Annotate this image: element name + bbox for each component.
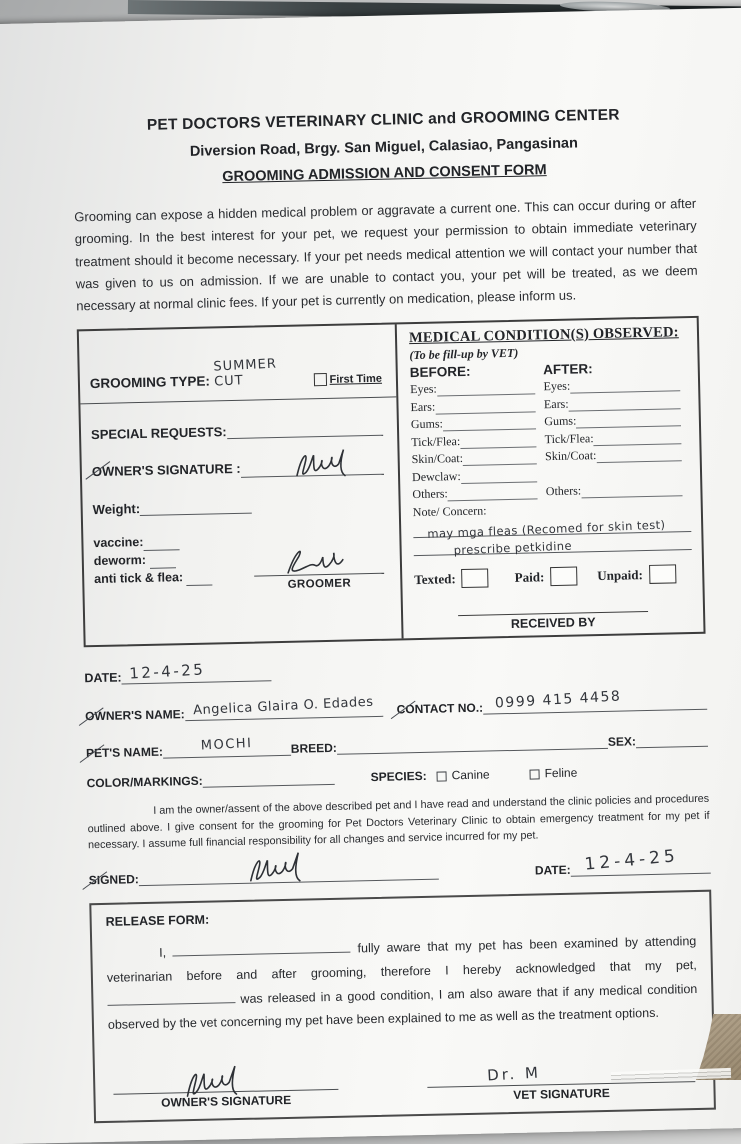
blank-line — [461, 468, 538, 484]
form-title: GROOMING ADMISSION AND CONSENT FORM — [73, 159, 695, 189]
release-form-title: RELEASE FORM: — [106, 902, 696, 929]
pet-breed-sex-row — [86, 727, 708, 761]
before-eyes-label: Eyes: — [410, 382, 437, 398]
owner-name-label-wrap — [85, 707, 185, 723]
special-requests-label: SPECIAL REQUESTS: — [91, 424, 227, 442]
divider-line — [80, 396, 396, 404]
owner-signature-ink — [288, 446, 353, 479]
groomer-label: GROOMER — [254, 577, 384, 592]
unpaid-label: Unpaid: — [597, 567, 643, 584]
pet-name-label: PET'S NAME: — [86, 744, 163, 760]
blank-line — [568, 395, 680, 411]
contact-handwritten: 0999 415 4458 — [495, 688, 622, 711]
weight-label: Weight: — [93, 501, 141, 517]
signed-label: SIGNED: — [89, 872, 139, 887]
pet-name-handwritten: MOCHI — [201, 736, 253, 753]
received-by-block — [403, 610, 703, 634]
release-owner-signature-line — [113, 1063, 339, 1095]
pet-name-label-wrap — [86, 744, 163, 760]
canine-label: Canine — [451, 767, 489, 782]
first-time-label: First Time — [329, 373, 382, 386]
color-species-row — [86, 762, 708, 791]
vaccine-label: vaccine: — [93, 535, 143, 550]
signed-date-row — [88, 849, 710, 888]
sex-field — [636, 732, 708, 749]
color-markings-field — [202, 770, 334, 788]
blank-line — [186, 571, 212, 587]
special-requests-row — [91, 421, 383, 442]
owner-name-handwritten: Angelica Glaira O. Edades — [192, 694, 373, 718]
weight-row — [93, 496, 385, 517]
release-signatures-row — [109, 1055, 700, 1111]
blank-line — [443, 416, 537, 432]
note-concern-label: Note/ Concern: — [413, 499, 691, 520]
before-tickflea-label: Tick/Flea: — [411, 434, 460, 450]
release-owner-signature-ink — [179, 1061, 242, 1102]
release-owner-signature-block — [113, 1063, 339, 1111]
medical-subtitle: (To be fill-up by VET) — [409, 342, 687, 363]
date-label: DATE: — [84, 670, 122, 685]
blank-line — [593, 430, 681, 446]
anti-tick-flea-label: anti tick & flea: — [94, 570, 183, 586]
before-skincoat-label: Skin/Coat: — [412, 451, 464, 467]
release-owner-signature-label: OWNER'S SIGNATURE — [114, 1092, 339, 1111]
groomer-signature-line — [254, 543, 385, 577]
blank-line — [226, 421, 383, 439]
texted-label: Texted: — [414, 571, 456, 588]
release-para-prefix: I, — [159, 946, 166, 960]
medical-section — [397, 318, 704, 638]
after-skincoat-label: Skin/Coat: — [545, 448, 597, 464]
release-name-blank — [173, 940, 351, 957]
owner-contact-row — [85, 689, 707, 724]
breed-field — [337, 734, 608, 755]
note-handwriting-2: prescribe petkidine — [453, 539, 572, 558]
blank-line — [576, 413, 681, 429]
before-others-label: Others: — [412, 487, 448, 503]
consent-date-label: DATE: — [535, 863, 571, 878]
clinic-name: PET DOCTORS VETERINARY CLINIC and GROOMING CENTER — [72, 105, 694, 137]
after-tickflea-label: Tick/Flea: — [545, 431, 594, 447]
medical-title: MEDICAL CONDITION(S) OBSERVED: — [409, 324, 687, 347]
owner-name-label: OWNER'S NAME: — [85, 707, 185, 723]
signed-label-wrap — [89, 872, 139, 887]
blank-line — [460, 433, 537, 449]
first-time-checkbox — [314, 373, 326, 386]
date-row — [84, 651, 706, 686]
blank-line — [448, 486, 538, 502]
consent-date-field — [570, 849, 711, 877]
date-handwritten: 12-4-25 — [129, 660, 206, 682]
release-pet-blank — [107, 990, 235, 1006]
after-gums-label: Gums: — [544, 414, 576, 430]
blank-line — [140, 498, 252, 515]
paid-checkbox — [550, 567, 577, 587]
before-gums-label: Gums: — [411, 417, 443, 433]
texted-checkbox — [462, 569, 489, 589]
consent-paragraph: I am the owner/assent of the above described pet and I have read and understand the clinic policies and procedures outlined above. I give consent for the grooming for Pet Doctors Veterinary Clinic to obtain emergency treatment for my pet if necessary. I assume full financial responsibility for all changes and service incurred for my pet. — [87, 790, 710, 854]
signed-signature-ink — [242, 849, 309, 886]
form-paper — [0, 7, 741, 1144]
signed-field — [139, 865, 439, 887]
release-form-box — [89, 890, 716, 1124]
grooming-section — [79, 324, 404, 645]
after-eyes-label: Eyes: — [543, 379, 570, 395]
grooming-type-label: GROOMING TYPE: — [90, 373, 210, 391]
blank-line — [463, 451, 537, 467]
owner-signature-field — [240, 457, 384, 478]
before-ears-label: Ears: — [410, 399, 435, 415]
blank-line — [596, 448, 681, 464]
owner-signature-row — [92, 457, 384, 481]
grooming-type-row — [89, 355, 382, 391]
grooming-type-handwritten: SUMMER CUT — [213, 355, 305, 389]
form-content — [70, 9, 716, 1123]
owner-signature-label: OWNER'S SIGNATURE : — [92, 461, 241, 479]
vet-signature-handwritten: Dr. M — [487, 1064, 542, 1085]
blank-line — [437, 381, 536, 397]
blank-line — [570, 378, 680, 394]
admission-box — [77, 316, 706, 647]
release-para-suffix: was released in a good condition, I am also aware that if any medical condition observed by the vet concerning my pet have been explained to me as well as the treatment options. — [108, 982, 698, 1033]
before-dewclaw-label: Dewclaw: — [412, 469, 461, 485]
consent-date-handwritten: 12-4-25 — [584, 846, 680, 875]
clinic-address: Diversion Road, Brgy. San Miguel, Calasiao, Pangasinan — [73, 133, 695, 163]
release-vet-signature-label: VET SIGNATURE — [427, 1084, 695, 1104]
owner-name-field — [184, 697, 382, 721]
blank-line — [581, 483, 683, 499]
blank-line — [435, 398, 536, 414]
feline-label: Feline — [544, 765, 577, 780]
blank-line — [143, 535, 179, 551]
paid-label: Paid: — [515, 569, 545, 586]
unpaid-checkbox — [649, 565, 676, 585]
species-label: SPECIES: — [370, 769, 426, 784]
contact-label: CONTACT NO.: — [396, 700, 483, 716]
groomer-signature-block — [254, 543, 385, 592]
groomer-signature-ink — [278, 543, 345, 578]
note-handwriting-1: may mga fleas (Recomed for skin test) — [427, 518, 666, 541]
payment-status-row — [414, 564, 692, 589]
after-dewclaw-empty — [545, 464, 690, 482]
release-paragraph — [106, 930, 698, 1038]
date-field — [121, 660, 271, 684]
sex-label: SEX: — [608, 734, 636, 749]
feline-checkbox — [530, 769, 540, 779]
breed-label: BREED: — [291, 741, 337, 756]
deworm-label: deworm: — [94, 553, 146, 568]
after-ears-label: Ears: — [544, 396, 569, 412]
after-others-label: Others: — [546, 484, 582, 500]
after-header: AFTER: — [543, 359, 688, 377]
color-markings-label: COLOR/MARKINGS: — [87, 774, 203, 791]
pet-name-field — [163, 736, 291, 759]
release-para-middle: fully aware that my pet has been examined by attending veterinarian before and after grooming, therefore I hereby acknowledged that my pet, — [107, 934, 697, 985]
intro-paragraph: Grooming can expose a hidden medical problem or aggravate a current one. This can occur during or after grooming. In the best interest for your pet, we request your permission to obtain immediate veterinary treatment should it become necessary. If your pet needs medical attention we will contact your number that was given to us on admission. If we are unable to contact you, your pet will be treated, as we deem necessary at normal clinic fees. If your pet is currently on medication, please inform us. — [74, 193, 698, 318]
before-header: BEFORE: — [410, 362, 544, 380]
contact-label-wrap — [396, 700, 483, 716]
owner-signature-label-wrap — [92, 460, 241, 481]
contact-field — [483, 689, 707, 715]
blank-line — [149, 553, 175, 569]
canine-checkbox — [437, 771, 447, 781]
received-by-label: RECEIVED BY — [403, 613, 703, 634]
